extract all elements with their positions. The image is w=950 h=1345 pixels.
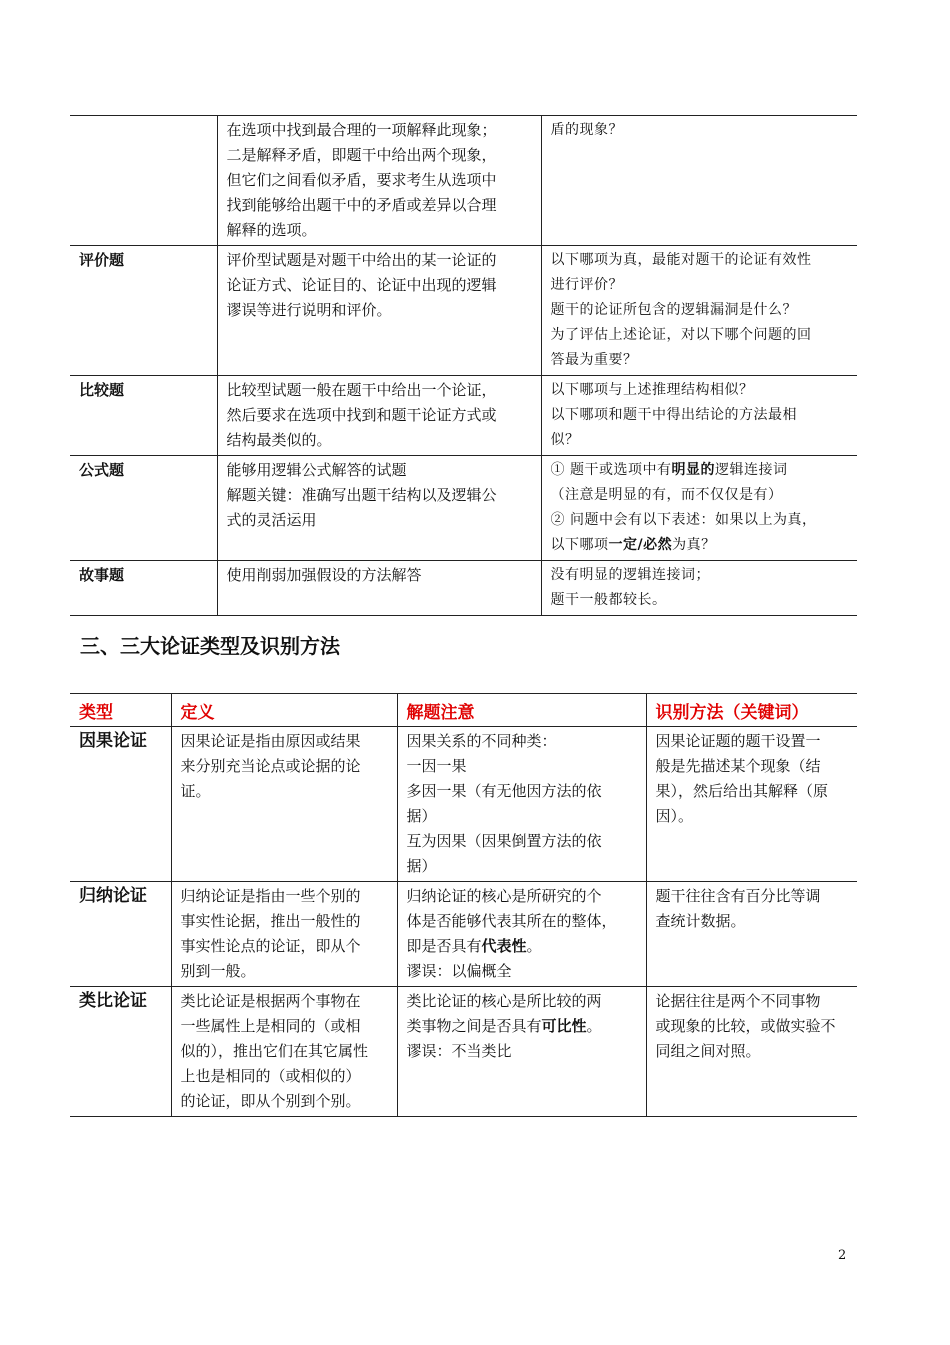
question-cell: 盾的现象？: [541, 116, 857, 246]
question-cell: 以下哪项与上述推理结构相似？ 以下哪项和题干中得出结论的方法最相 似？: [541, 376, 857, 456]
table-row: [70, 376, 857, 456]
table-row: [70, 882, 857, 987]
question-cell: 以下哪项为真，最能对题干的论证有效性 进行评价？ 题干的论证所包含的逻辑漏洞是什么？ 为了评估上述论证，对以下哪个问题的回 答最为重要？: [541, 246, 857, 376]
table-row: [70, 561, 857, 616]
table-row: [70, 987, 857, 1117]
question-cell: 没有明显的逻辑连接词； 题干一般都较长。: [541, 561, 857, 616]
header-notes: 解题注意: [397, 694, 646, 727]
notes-cell: 归纳论证的核心是所研究的个 体是否能够代表其所在的整体， 即是否具有代表性。 谬误：以偏概全: [397, 882, 646, 987]
question-type-table: [70, 115, 857, 616]
header-type: 类型: [70, 694, 171, 727]
header-definition: 定义: [171, 694, 397, 727]
notes-cell: 因果关系的不同种类： 一因一果 多因一果（有无他因方法的依 据） 互为因果（因果倒置方法的依 据）: [397, 727, 646, 882]
argument-type-table: [70, 693, 857, 1117]
table-row: [70, 456, 857, 561]
header-identification: 识别方法（关键词）: [646, 694, 857, 727]
desc-cell: 在选项中找到最合理的一项解释此现象； 二是解释矛盾，即题干中给出两个现象， 但它们之间看似矛盾，要求考生从选项中 找到能够给出题干中的矛盾或差异以合理 解释的选项。: [217, 116, 541, 246]
identification-cell: 题干往往含有百分比等调 查统计数据。: [646, 882, 857, 987]
desc-cell: 能够用逻辑公式解答的试题 解题关键：准确写出题干结构以及逻辑公 式的灵活运用: [217, 456, 541, 561]
desc-cell: 使用削弱加强假设的方法解答: [217, 561, 541, 616]
question-cell: ① 题干或选项中有明显的逻辑连接词 （注意是明显的有，而不仅仅是有） ② 问题中会有以下表述：如果以上为真， 以下哪项一定/必然为真？: [541, 456, 857, 561]
page-number: 2: [838, 1248, 847, 1263]
identification-cell: 论据往往是两个不同事物 或现象的比较，或做实验不 同组之间对照。: [646, 987, 857, 1117]
type-cell: 因果论证: [70, 727, 171, 882]
type-cell: 类比论证: [70, 987, 171, 1117]
desc-cell: 比较型试题一般在题干中给出一个论证， 然后要求在选项中找到和题干论证方式或 结构最类似的。: [217, 376, 541, 456]
type-cell: 归纳论证: [70, 882, 171, 987]
type-cell: 故事题: [70, 561, 217, 616]
type-cell: [70, 116, 217, 246]
section-title: 三、三大论证类型及识别方法: [80, 634, 340, 658]
type-cell: 评价题: [70, 246, 217, 376]
notes-cell: 类比论证的核心是所比较的两 类事物之间是否具有可比性。 谬误：不当类比: [397, 987, 646, 1117]
desc-cell: 评价型试题是对题干中给出的某一论证的 论证方式、论证目的、论证中出现的逻辑 谬误等进行说明和评价。: [217, 246, 541, 376]
type-cell: 公式题: [70, 456, 217, 561]
table-header-row: [70, 694, 857, 727]
table-row: [70, 116, 857, 246]
definition-cell: 类比论证是根据两个事物在 一些属性上是相同的（或相 似的），推出它们在其它属性 上也是相同的（或相似的） 的论证，即从个别到个别。: [171, 987, 397, 1117]
type-cell: 比较题: [70, 376, 217, 456]
definition-cell: 因果论证是指由原因或结果 来分别充当论点或论据的论 证。: [171, 727, 397, 882]
table-row: [70, 727, 857, 882]
definition-cell: 归纳论证是指由一些个别的 事实性论据，推出一般性的 事实性论点的论证，即从个 别到一般。: [171, 882, 397, 987]
table-row: [70, 246, 857, 376]
identification-cell: 因果论证题的题干设置一 般是先描述某个现象（结 果），然后给出其解释（原 因）。: [646, 727, 857, 882]
